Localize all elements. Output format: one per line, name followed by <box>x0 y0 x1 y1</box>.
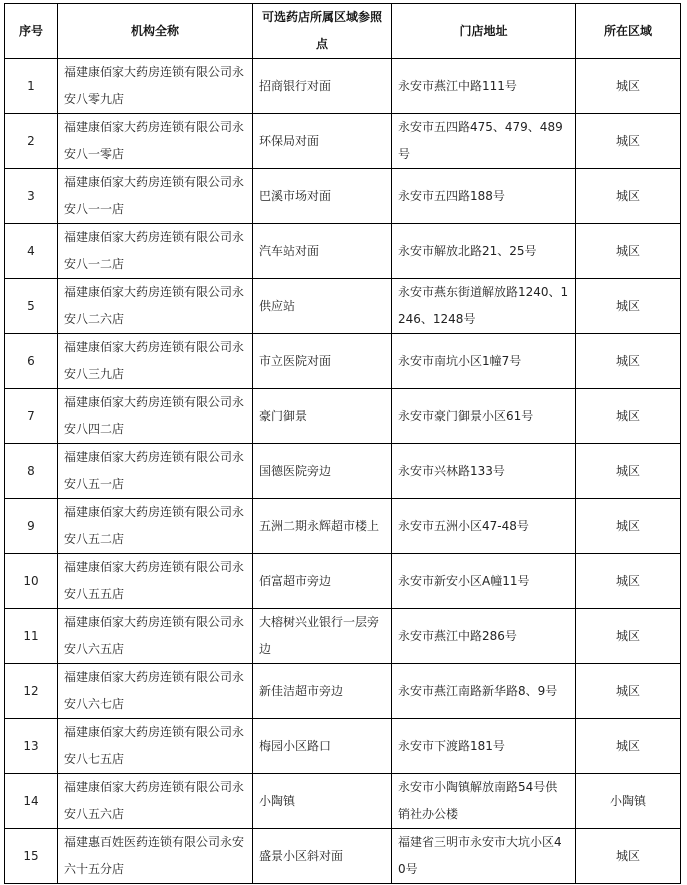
cell-addr: 永安市五四路188号 <box>392 169 576 224</box>
cell-name: 福建康佰家大药房连锁有限公司永安八七五店 <box>58 719 253 774</box>
header-name: 机构全称 <box>58 4 253 59</box>
table-row <box>5 114 681 169</box>
cell-name: 福建康佰家大药房连锁有限公司永安八一二店 <box>58 224 253 279</box>
header-ref: 可选药店所属区域参照点 <box>253 4 392 59</box>
cell-area: 城区 <box>576 829 681 884</box>
cell-addr: 永安市燕江南路新华路8、9号 <box>392 664 576 719</box>
cell-name: 福建康佰家大药房连锁有限公司永安八六五店 <box>58 609 253 664</box>
cell-seq: 14 <box>5 774 58 829</box>
cell-area: 城区 <box>576 554 681 609</box>
cell-ref: 环保局对面 <box>253 114 392 169</box>
cell-ref: 市立医院对面 <box>253 334 392 389</box>
header-seq: 序号 <box>5 4 58 59</box>
cell-name: 福建康佰家大药房连锁有限公司永安八五一店 <box>58 444 253 499</box>
cell-name: 福建康佰家大药房连锁有限公司永安八五二店 <box>58 499 253 554</box>
cell-name: 福建康佰家大药房连锁有限公司永安八三九店 <box>58 334 253 389</box>
cell-addr: 永安市小陶镇解放南路54号供销社办公楼 <box>392 774 576 829</box>
cell-seq: 12 <box>5 664 58 719</box>
cell-ref: 供应站 <box>253 279 392 334</box>
cell-name: 福建康佰家大药房连锁有限公司永安八零九店 <box>58 59 253 114</box>
table-row <box>5 389 681 444</box>
cell-ref: 汽车站对面 <box>253 224 392 279</box>
cell-seq: 4 <box>5 224 58 279</box>
header-addr: 门店地址 <box>392 4 576 59</box>
cell-addr: 永安市燕江中路111号 <box>392 59 576 114</box>
table-body <box>5 59 681 884</box>
table-row <box>5 334 681 389</box>
table-row <box>5 664 681 719</box>
cell-addr: 永安市新安小区A幢11号 <box>392 554 576 609</box>
cell-area: 城区 <box>576 499 681 554</box>
table-row <box>5 444 681 499</box>
cell-area: 城区 <box>576 59 681 114</box>
table-row <box>5 554 681 609</box>
cell-name: 福建惠百姓医药连锁有限公司永安六十五分店 <box>58 829 253 884</box>
cell-ref: 新佳洁超市旁边 <box>253 664 392 719</box>
table-row <box>5 279 681 334</box>
cell-seq: 5 <box>5 279 58 334</box>
table-row <box>5 224 681 279</box>
table-header <box>5 4 681 59</box>
cell-area: 城区 <box>576 389 681 444</box>
table-row <box>5 719 681 774</box>
cell-ref: 五洲二期永辉超市楼上 <box>253 499 392 554</box>
cell-area: 城区 <box>576 444 681 499</box>
cell-area: 小陶镇 <box>576 774 681 829</box>
cell-ref: 梅园小区路口 <box>253 719 392 774</box>
table-row <box>5 609 681 664</box>
cell-area: 城区 <box>576 609 681 664</box>
cell-area: 城区 <box>576 169 681 224</box>
cell-addr: 永安市南坑小区1幢7号 <box>392 334 576 389</box>
cell-addr: 永安市五四路475、479、489号 <box>392 114 576 169</box>
cell-addr: 永安市五洲小区47-48号 <box>392 499 576 554</box>
cell-seq: 9 <box>5 499 58 554</box>
table-row <box>5 774 681 829</box>
cell-ref: 佰富超市旁边 <box>253 554 392 609</box>
cell-seq: 8 <box>5 444 58 499</box>
cell-addr: 永安市燕东街道解放路1240、1246、1248号 <box>392 279 576 334</box>
cell-seq: 2 <box>5 114 58 169</box>
table-row <box>5 59 681 114</box>
table-row <box>5 499 681 554</box>
cell-addr: 福建省三明市永安市大坑小区40号 <box>392 829 576 884</box>
cell-name: 福建康佰家大药房连锁有限公司永安八二六店 <box>58 279 253 334</box>
cell-area: 城区 <box>576 664 681 719</box>
cell-name: 福建康佰家大药房连锁有限公司永安八五五店 <box>58 554 253 609</box>
cell-area: 城区 <box>576 279 681 334</box>
cell-seq: 13 <box>5 719 58 774</box>
store-table <box>4 3 681 884</box>
cell-name: 福建康佰家大药房连锁有限公司永安八一一店 <box>58 169 253 224</box>
cell-ref: 豪门御景 <box>253 389 392 444</box>
cell-ref: 招商银行对面 <box>253 59 392 114</box>
cell-addr: 永安市豪门御景小区61号 <box>392 389 576 444</box>
cell-seq: 11 <box>5 609 58 664</box>
cell-ref: 大榕树兴业银行一层旁边 <box>253 609 392 664</box>
table-row <box>5 829 681 884</box>
header-row <box>5 4 681 59</box>
cell-name: 福建康佰家大药房连锁有限公司永安八一零店 <box>58 114 253 169</box>
cell-addr: 永安市解放北路21、25号 <box>392 224 576 279</box>
cell-area: 城区 <box>576 719 681 774</box>
cell-ref: 盛景小区斜对面 <box>253 829 392 884</box>
cell-seq: 6 <box>5 334 58 389</box>
cell-ref: 小陶镇 <box>253 774 392 829</box>
cell-seq: 1 <box>5 59 58 114</box>
cell-addr: 永安市燕江中路286号 <box>392 609 576 664</box>
cell-addr: 永安市兴林路133号 <box>392 444 576 499</box>
cell-area: 城区 <box>576 224 681 279</box>
cell-area: 城区 <box>576 114 681 169</box>
table-row <box>5 169 681 224</box>
cell-seq: 10 <box>5 554 58 609</box>
cell-ref: 巴溪市场对面 <box>253 169 392 224</box>
cell-area: 城区 <box>576 334 681 389</box>
cell-seq: 3 <box>5 169 58 224</box>
cell-name: 福建康佰家大药房连锁有限公司永安八六七店 <box>58 664 253 719</box>
cell-ref: 国德医院旁边 <box>253 444 392 499</box>
header-area: 所在区域 <box>576 4 681 59</box>
cell-seq: 15 <box>5 829 58 884</box>
cell-name: 福建康佰家大药房连锁有限公司永安八五六店 <box>58 774 253 829</box>
cell-seq: 7 <box>5 389 58 444</box>
cell-addr: 永安市下渡路181号 <box>392 719 576 774</box>
cell-name: 福建康佰家大药房连锁有限公司永安八四二店 <box>58 389 253 444</box>
